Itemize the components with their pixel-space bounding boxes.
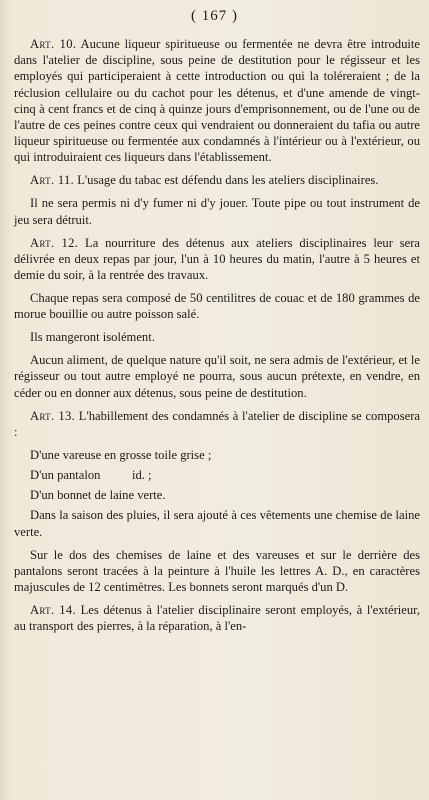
list-item	[14, 467, 420, 483]
paragraph-text: Ils mangeront isolément.	[30, 330, 155, 345]
paragraph-text: Dans la saison des pluies, il sera ajouté à ces vêtements une chemise de laine verte.	[14, 508, 420, 539]
paragraph-article-14	[14, 602, 420, 634]
paragraph	[14, 195, 420, 227]
paragraph-text: Sur le dos des chemises de laine et des vareuses et sur le derrière des pantalons seront tracées à la peinture à l'huile les lettres A. D., en caractères majuscules de 12 centimètres. Les bonnets seront marqués d'un D.	[14, 547, 420, 595]
paragraph-text: L'habillement des condamnés à l'atelier de discipline se composera :	[14, 408, 420, 439]
page-number: ( 167 )	[191, 8, 238, 24]
list-item-text: D'un pantalon id. ;	[30, 468, 152, 483]
article-label: Art. 12.	[30, 235, 79, 250]
paragraph-text: L'usage du tabac est défendu dans les ateliers disciplinaires.	[77, 173, 379, 188]
paragraph-article-10	[14, 36, 420, 166]
paragraph-article-11	[14, 172, 420, 188]
document-body	[14, 36, 420, 641]
paragraph	[14, 547, 420, 596]
paragraph-article-13	[14, 408, 420, 440]
article-label: Art. 10.	[30, 37, 77, 51]
list-item: D'un bonnet de laine verte.	[30, 488, 166, 503]
article-label: Art. 13.	[30, 408, 76, 423]
paragraph-text: Chaque repas sera composé de 50 centilitres de couac et de 180 grammes de morue bouillie ou autre poisson salé.	[14, 291, 420, 322]
article-label: Art. 11.	[30, 173, 75, 188]
article-label: Art. 14.	[30, 603, 76, 618]
list-item: D'une vareuse en grosse toile grise ;	[30, 447, 212, 462]
paragraph-text: Il ne sera permis ni d'y fumer ni d'y jouer. Toute pipe ou tout instrument de jeu sera détruit.	[14, 196, 420, 227]
paragraph-text: La nourriture des détenus aux ateliers disciplinaires leur sera délivrée en deux repas par jour, l'un à 10 heures du matin, l'autre à 5 heures et demie du soir, à la rentrée des travaux.	[14, 235, 420, 283]
paragraph-text: Aucun aliment, de quelque nature qu'il soit, ne sera admis de l'extérieur, et le régisseur ou tout autre employé ne pourra, sous aucun prétexte, en vendre, en céder ou en donner aux détenus, sous peine de destitution.	[14, 353, 420, 400]
paragraph-article-12	[14, 235, 420, 284]
paragraph	[14, 507, 420, 539]
paragraph	[14, 290, 420, 322]
paragraph-text: Les détenus à l'atelier disciplinaire seront employés, à l'extérieur, au transport des pierres, à la réparation, à l'en-	[14, 603, 420, 634]
paragraph	[14, 329, 420, 345]
paragraph-text: Aucune liqueur spiritueuse ou fermentée ne devra être introduite dans l'atelier de discipline, sous peine de destitution pour le régisseur et les employés qui participeraient à cette introduction ou qui la toléreraient ; de la réclusion cellulaire ou du cachot pour les détenus, et d'une amende de vingt-cinq à cent francs et de cinq à quinze jours d'emprisonnement, ou de l'une ou de l'autre de ces peines contre ceux qui vendraient ou donneraient du tafia ou autre liqueur spiritueuse ou fermentée aux condamnés à l'intérieur ou à l'extérieur, ou qui introduiraient ces liqueurs dans l'établissement.	[14, 37, 420, 165]
paragraph	[14, 352, 420, 401]
